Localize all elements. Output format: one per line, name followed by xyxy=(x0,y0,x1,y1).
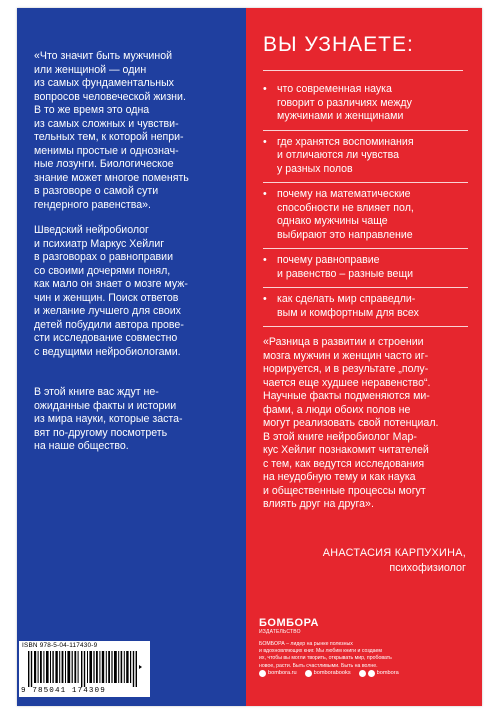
isbn-text: ISBN 978-5-04-117430-9 xyxy=(22,642,98,649)
list-item: • как сделать мир справедли- вым и комфортным для всех xyxy=(263,288,468,327)
vk-icon xyxy=(305,670,312,677)
bullet-icon: • xyxy=(263,135,267,148)
expert-quote: «Разница в развитии и строении мозга мужчин и женщин часто иг- норируется, и в результате „полу- чается еще худшее неравенство“. Научные факты подменяются ми- фами, а люди обоих полов не могут реализовать свой потенциал. В этой книге нейробиолог Мар- кус Хейлиг познакомит читателей с тем, как ведутся исследования на неудобную тему и как наука и общественные процессы могут влиять друг на друга». xyxy=(263,336,439,510)
title-divider xyxy=(263,70,463,71)
author-name: АНАСТАСИЯ КАРПУХИНА, xyxy=(322,547,466,559)
list-item: • что современная наука говорит о различиях между мужчинами и женщинами xyxy=(263,78,468,131)
video-icon xyxy=(368,670,375,677)
bullet-icon: • xyxy=(263,83,267,95)
barcode-label xyxy=(19,641,150,697)
globe-icon xyxy=(259,670,266,677)
book-promise-paragraph: В этой книге вас ждут не- ожиданные факты и истории из мира науки, которые заста- вят по-другому посмотреть на наше общество. xyxy=(34,386,183,452)
bullet-icon: • xyxy=(263,254,267,266)
right-red-panel xyxy=(246,8,482,706)
publisher-socials xyxy=(259,669,474,677)
publisher-name: БОМБОРА xyxy=(259,617,319,629)
learn-list xyxy=(263,78,468,327)
messenger-icon xyxy=(359,670,366,677)
quote-author xyxy=(323,546,466,576)
book-back-cover xyxy=(17,8,482,706)
vk-link[interactable]: bomborabooks xyxy=(305,669,351,677)
bullet-icon: • xyxy=(263,293,267,305)
publisher-logo xyxy=(259,618,319,635)
author-description-paragraph: Шведский нейробиолог и психиатр Маркус Хейлиг в разговорах о равноправии со своими дочерями понял, как мало он знает о мозге муж- чин и женщин. Поиск ответов и желание лучшего для своих детей побудили автора прове- сти исследование совместно с ведущими нейробиологами. xyxy=(34,224,188,358)
intro-quote-paragraph: «Что значит быть мужчиной или женщиной — один из самых фундаментальных вопросов человеческой жизни. В то же время это одна из самых сложных и чувстви- тельных тем, к которой непри- менимы простые и однознач- ные лозунги. Биологическое знание может многое поменять в разговоре о самой сути гендерного равенства». xyxy=(34,50,189,211)
barcode-icon xyxy=(28,651,142,687)
ean-number: 9 785041 174309 xyxy=(21,687,106,695)
list-item: • где хранятся воспоминания и отличаются ли чувства у разных полов xyxy=(263,131,468,184)
bullet-icon: • xyxy=(263,188,267,200)
list-item: • почему равноправие и равенство – разные вещи xyxy=(263,249,468,288)
list-item: • почему на математические способности не влияет пол, однако мужчины чаще выбирают это направление xyxy=(263,183,468,249)
left-blue-panel xyxy=(17,8,246,706)
publisher-subtitle: ИЗДАТЕЛЬСТВО xyxy=(259,629,301,635)
you-will-learn-title: ВЫ УЗНАЕТЕ: xyxy=(263,33,414,56)
publisher-description: БОМБОРА – лидер на рынке полезных и вдохновляющих книг. Мы любим книги и создаем их, чтобы вы могли творить, открывать мир, пробовать новое, расти. Быть счастливыми. Быть на волне. xyxy=(259,641,392,669)
author-title: психофизиолог xyxy=(389,562,466,574)
website-link[interactable]: bombora.ru xyxy=(259,669,297,677)
social-link[interactable]: bombora xyxy=(359,669,399,677)
